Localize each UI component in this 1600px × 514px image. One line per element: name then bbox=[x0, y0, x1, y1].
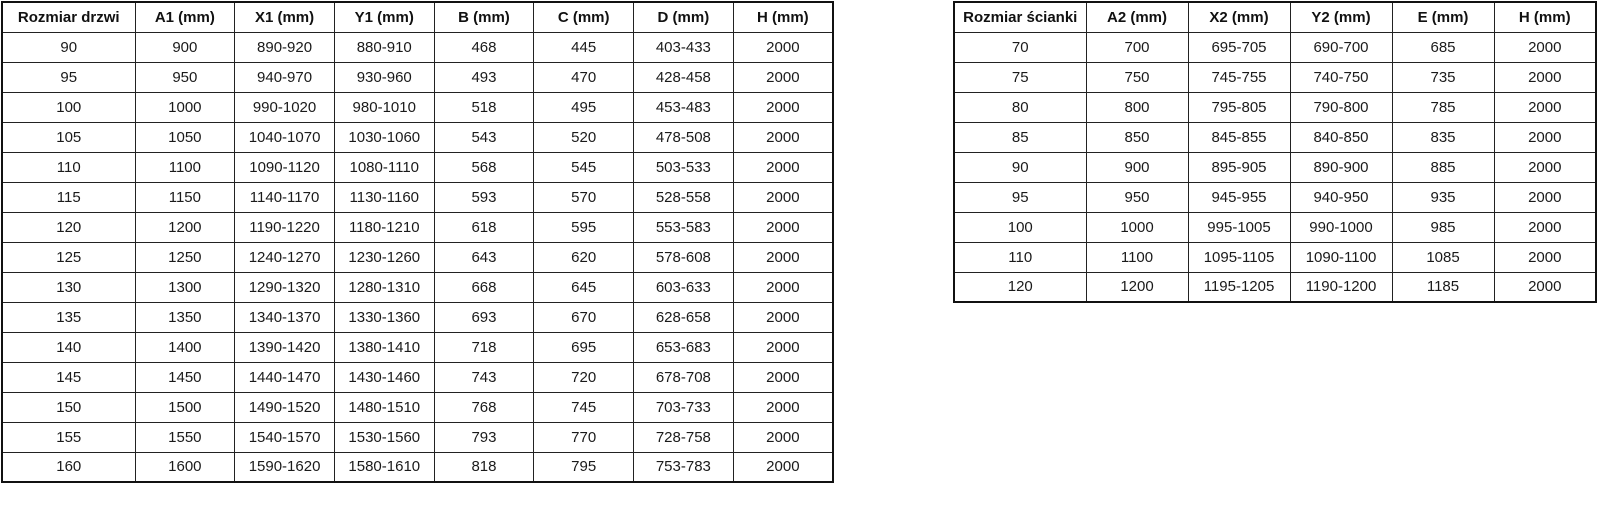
table-cell: 850 bbox=[1086, 122, 1188, 152]
table-cell: 1340-1370 bbox=[235, 302, 335, 332]
table-cell: 90 bbox=[2, 32, 135, 62]
table-cell: 1090-1100 bbox=[1290, 242, 1392, 272]
table-cell: 1400 bbox=[135, 332, 235, 362]
column-header: Y1 (mm) bbox=[334, 2, 434, 32]
table-cell: 750 bbox=[1086, 62, 1188, 92]
table-cell: 568 bbox=[434, 152, 534, 182]
table-cell: 570 bbox=[534, 182, 634, 212]
table-cell: 1040-1070 bbox=[235, 122, 335, 152]
table-cell: 1000 bbox=[1086, 212, 1188, 242]
table-cell: 690-700 bbox=[1290, 32, 1392, 62]
table-cell: 2000 bbox=[733, 422, 833, 452]
column-header: Y2 (mm) bbox=[1290, 2, 1392, 32]
table-row bbox=[954, 32, 1596, 62]
table-row bbox=[2, 122, 833, 152]
table-cell: 678-708 bbox=[634, 362, 734, 392]
table-cell: 693 bbox=[434, 302, 534, 332]
table-cell: 1290-1320 bbox=[235, 272, 335, 302]
table-cell: 543 bbox=[434, 122, 534, 152]
table-cell: 2000 bbox=[733, 92, 833, 122]
table-row bbox=[2, 92, 833, 122]
table-cell: 2000 bbox=[733, 362, 833, 392]
table-cell: 95 bbox=[2, 62, 135, 92]
table-cell: 1095-1105 bbox=[1188, 242, 1290, 272]
table-cell: 1100 bbox=[135, 152, 235, 182]
table-cell: 1530-1560 bbox=[334, 422, 434, 452]
table-cell: 745 bbox=[534, 392, 634, 422]
table-cell: 90 bbox=[954, 152, 1086, 182]
table-cell: 1450 bbox=[135, 362, 235, 392]
table-cell: 495 bbox=[534, 92, 634, 122]
header-row bbox=[2, 2, 833, 32]
table-row bbox=[2, 152, 833, 182]
door-size-table bbox=[1, 1, 834, 483]
table-cell: 578-608 bbox=[634, 242, 734, 272]
table-cell: 1330-1360 bbox=[334, 302, 434, 332]
table-cell: 478-508 bbox=[634, 122, 734, 152]
table-cell: 2000 bbox=[733, 152, 833, 182]
table-cell: 670 bbox=[534, 302, 634, 332]
table-row bbox=[954, 272, 1596, 302]
table-cell: 2000 bbox=[733, 62, 833, 92]
table-cell: 1000 bbox=[135, 92, 235, 122]
table-cell: 100 bbox=[954, 212, 1086, 242]
column-header: Rozmiar drzwi bbox=[2, 2, 135, 32]
table-row bbox=[2, 392, 833, 422]
table-cell: 790-800 bbox=[1290, 92, 1392, 122]
table-cell: 1550 bbox=[135, 422, 235, 452]
table-cell: 900 bbox=[135, 32, 235, 62]
table-cell: 2000 bbox=[1494, 32, 1596, 62]
table-row bbox=[954, 152, 1596, 182]
table-cell: 818 bbox=[434, 452, 534, 482]
table-row bbox=[954, 92, 1596, 122]
column-header: D (mm) bbox=[634, 2, 734, 32]
table-row bbox=[954, 182, 1596, 212]
table-cell: 985 bbox=[1392, 212, 1494, 242]
table-cell: 1185 bbox=[1392, 272, 1494, 302]
table-cell: 800 bbox=[1086, 92, 1188, 122]
table-row bbox=[2, 242, 833, 272]
column-header: B (mm) bbox=[434, 2, 534, 32]
table-cell: 1090-1120 bbox=[235, 152, 335, 182]
table-cell: 740-750 bbox=[1290, 62, 1392, 92]
table-cell: 695-705 bbox=[1188, 32, 1290, 62]
table-cell: 1190-1200 bbox=[1290, 272, 1392, 302]
table-cell: 80 bbox=[954, 92, 1086, 122]
table-cell: 100 bbox=[2, 92, 135, 122]
table-row bbox=[2, 302, 833, 332]
table-cell: 980-1010 bbox=[334, 92, 434, 122]
table-cell: 795-805 bbox=[1188, 92, 1290, 122]
table-row bbox=[2, 362, 833, 392]
table-cell: 75 bbox=[954, 62, 1086, 92]
table-cell: 603-633 bbox=[634, 272, 734, 302]
table-row bbox=[954, 212, 1596, 242]
table-cell: 1580-1610 bbox=[334, 452, 434, 482]
table-cell: 685 bbox=[1392, 32, 1494, 62]
table-cell: 703-733 bbox=[634, 392, 734, 422]
table-cell: 700 bbox=[1086, 32, 1188, 62]
table-cell: 768 bbox=[434, 392, 534, 422]
table-cell: 895-905 bbox=[1188, 152, 1290, 182]
table-cell: 1190-1220 bbox=[235, 212, 335, 242]
table-cell: 2000 bbox=[1494, 212, 1596, 242]
table-cell: 135 bbox=[2, 302, 135, 332]
table-cell: 125 bbox=[2, 242, 135, 272]
table-cell: 940-950 bbox=[1290, 182, 1392, 212]
table-cell: 150 bbox=[2, 392, 135, 422]
table-cell: 1230-1260 bbox=[334, 242, 434, 272]
table-cell: 110 bbox=[2, 152, 135, 182]
table-cell: 1200 bbox=[1086, 272, 1188, 302]
table-cell: 753-783 bbox=[634, 452, 734, 482]
table-cell: 1500 bbox=[135, 392, 235, 422]
table-row bbox=[954, 62, 1596, 92]
table-cell: 935 bbox=[1392, 182, 1494, 212]
table-cell: 2000 bbox=[1494, 272, 1596, 302]
table-cell: 995-1005 bbox=[1188, 212, 1290, 242]
table-row bbox=[2, 62, 833, 92]
table-cell: 1540-1570 bbox=[235, 422, 335, 452]
table-cell: 110 bbox=[954, 242, 1086, 272]
table-cell: 105 bbox=[2, 122, 135, 152]
table-cell: 653-683 bbox=[634, 332, 734, 362]
table-cell: 720 bbox=[534, 362, 634, 392]
table-cell: 1430-1460 bbox=[334, 362, 434, 392]
table-cell: 840-850 bbox=[1290, 122, 1392, 152]
table-cell: 1300 bbox=[135, 272, 235, 302]
table-row bbox=[2, 452, 833, 482]
table-cell: 718 bbox=[434, 332, 534, 362]
table-cell: 1390-1420 bbox=[235, 332, 335, 362]
table-row bbox=[2, 182, 833, 212]
table-cell: 900 bbox=[1086, 152, 1188, 182]
table-row bbox=[2, 332, 833, 362]
table-cell: 1195-1205 bbox=[1188, 272, 1290, 302]
table-cell: 628-658 bbox=[634, 302, 734, 332]
table-cell: 503-533 bbox=[634, 152, 734, 182]
table-cell: 545 bbox=[534, 152, 634, 182]
table-cell: 1150 bbox=[135, 182, 235, 212]
table-cell: 528-558 bbox=[634, 182, 734, 212]
column-header: H (mm) bbox=[1494, 2, 1596, 32]
column-header: A2 (mm) bbox=[1086, 2, 1188, 32]
table-cell: 453-483 bbox=[634, 92, 734, 122]
table-cell: 2000 bbox=[733, 212, 833, 242]
table-cell: 2000 bbox=[1494, 182, 1596, 212]
table-cell: 1380-1410 bbox=[334, 332, 434, 362]
table-cell: 95 bbox=[954, 182, 1086, 212]
table-cell: 70 bbox=[954, 32, 1086, 62]
table-cell: 668 bbox=[434, 272, 534, 302]
table-cell: 2000 bbox=[733, 302, 833, 332]
table-cell: 2000 bbox=[1494, 242, 1596, 272]
table-cell: 990-1000 bbox=[1290, 212, 1392, 242]
table-cell: 1130-1160 bbox=[334, 182, 434, 212]
table-cell: 1280-1310 bbox=[334, 272, 434, 302]
table-cell: 593 bbox=[434, 182, 534, 212]
table-cell: 2000 bbox=[733, 242, 833, 272]
table-cell: 1590-1620 bbox=[235, 452, 335, 482]
table-cell: 2000 bbox=[1494, 92, 1596, 122]
table-cell: 1240-1270 bbox=[235, 242, 335, 272]
table-cell: 403-433 bbox=[634, 32, 734, 62]
table-cell: 428-458 bbox=[634, 62, 734, 92]
table-cell: 518 bbox=[434, 92, 534, 122]
table-cell: 1085 bbox=[1392, 242, 1494, 272]
table-cell: 643 bbox=[434, 242, 534, 272]
table-cell: 2000 bbox=[733, 452, 833, 482]
table-cell: 120 bbox=[2, 212, 135, 242]
table-cell: 2000 bbox=[733, 332, 833, 362]
table-cell: 735 bbox=[1392, 62, 1494, 92]
table-row bbox=[954, 242, 1596, 272]
table-cell: 890-920 bbox=[235, 32, 335, 62]
table-cell: 155 bbox=[2, 422, 135, 452]
table-cell: 620 bbox=[534, 242, 634, 272]
column-header: C (mm) bbox=[534, 2, 634, 32]
table-cell: 160 bbox=[2, 452, 135, 482]
table-cell: 645 bbox=[534, 272, 634, 302]
table-cell: 945-955 bbox=[1188, 182, 1290, 212]
table-cell: 793 bbox=[434, 422, 534, 452]
table-cell: 1350 bbox=[135, 302, 235, 332]
table-cell: 745-755 bbox=[1188, 62, 1290, 92]
table-cell: 743 bbox=[434, 362, 534, 392]
table-row bbox=[2, 212, 833, 242]
table-cell: 795 bbox=[534, 452, 634, 482]
table-cell: 1100 bbox=[1086, 242, 1188, 272]
table-cell: 2000 bbox=[1494, 62, 1596, 92]
table-cell: 1250 bbox=[135, 242, 235, 272]
table-cell: 880-910 bbox=[334, 32, 434, 62]
table-cell: 145 bbox=[2, 362, 135, 392]
table-cell: 1440-1470 bbox=[235, 362, 335, 392]
table-cell: 2000 bbox=[1494, 152, 1596, 182]
table-cell: 1080-1110 bbox=[334, 152, 434, 182]
wall-panel-size-table bbox=[953, 1, 1597, 303]
table-cell: 2000 bbox=[733, 122, 833, 152]
table-cell: 940-970 bbox=[235, 62, 335, 92]
table-cell: 785 bbox=[1392, 92, 1494, 122]
table-cell: 2000 bbox=[733, 182, 833, 212]
column-header: E (mm) bbox=[1392, 2, 1494, 32]
table-cell: 1490-1520 bbox=[235, 392, 335, 422]
table-row bbox=[954, 122, 1596, 152]
table-cell: 553-583 bbox=[634, 212, 734, 242]
table-cell: 1030-1060 bbox=[334, 122, 434, 152]
table-cell: 950 bbox=[1086, 182, 1188, 212]
table-cell: 2000 bbox=[733, 32, 833, 62]
table-cell: 2000 bbox=[733, 392, 833, 422]
table-cell: 1200 bbox=[135, 212, 235, 242]
table-cell: 115 bbox=[2, 182, 135, 212]
table-cell: 930-960 bbox=[334, 62, 434, 92]
table-row bbox=[2, 422, 833, 452]
table-cell: 950 bbox=[135, 62, 235, 92]
column-header: H (mm) bbox=[733, 2, 833, 32]
table-row bbox=[2, 272, 833, 302]
column-header: X1 (mm) bbox=[235, 2, 335, 32]
table-cell: 140 bbox=[2, 332, 135, 362]
table-cell: 470 bbox=[534, 62, 634, 92]
table-cell: 1600 bbox=[135, 452, 235, 482]
table-cell: 770 bbox=[534, 422, 634, 452]
table-cell: 845-855 bbox=[1188, 122, 1290, 152]
table-cell: 520 bbox=[534, 122, 634, 152]
table-cell: 445 bbox=[534, 32, 634, 62]
table-cell: 728-758 bbox=[634, 422, 734, 452]
table-cell: 130 bbox=[2, 272, 135, 302]
table-cell: 1140-1170 bbox=[235, 182, 335, 212]
table-cell: 85 bbox=[954, 122, 1086, 152]
table-cell: 695 bbox=[534, 332, 634, 362]
table-cell: 1180-1210 bbox=[334, 212, 434, 242]
table-row bbox=[2, 32, 833, 62]
table-cell: 595 bbox=[534, 212, 634, 242]
table-cell: 890-900 bbox=[1290, 152, 1392, 182]
table-cell: 2000 bbox=[733, 272, 833, 302]
table-cell: 1480-1510 bbox=[334, 392, 434, 422]
column-header: A1 (mm) bbox=[135, 2, 235, 32]
table-cell: 835 bbox=[1392, 122, 1494, 152]
table-cell: 618 bbox=[434, 212, 534, 242]
table-cell: 2000 bbox=[1494, 122, 1596, 152]
table-cell: 885 bbox=[1392, 152, 1494, 182]
column-header: X2 (mm) bbox=[1188, 2, 1290, 32]
header-row bbox=[954, 2, 1596, 32]
table-cell: 1050 bbox=[135, 122, 235, 152]
table-cell: 990-1020 bbox=[235, 92, 335, 122]
table-cell: 120 bbox=[954, 272, 1086, 302]
table-cell: 468 bbox=[434, 32, 534, 62]
table-cell: 493 bbox=[434, 62, 534, 92]
column-header: Rozmiar ścianki bbox=[954, 2, 1086, 32]
